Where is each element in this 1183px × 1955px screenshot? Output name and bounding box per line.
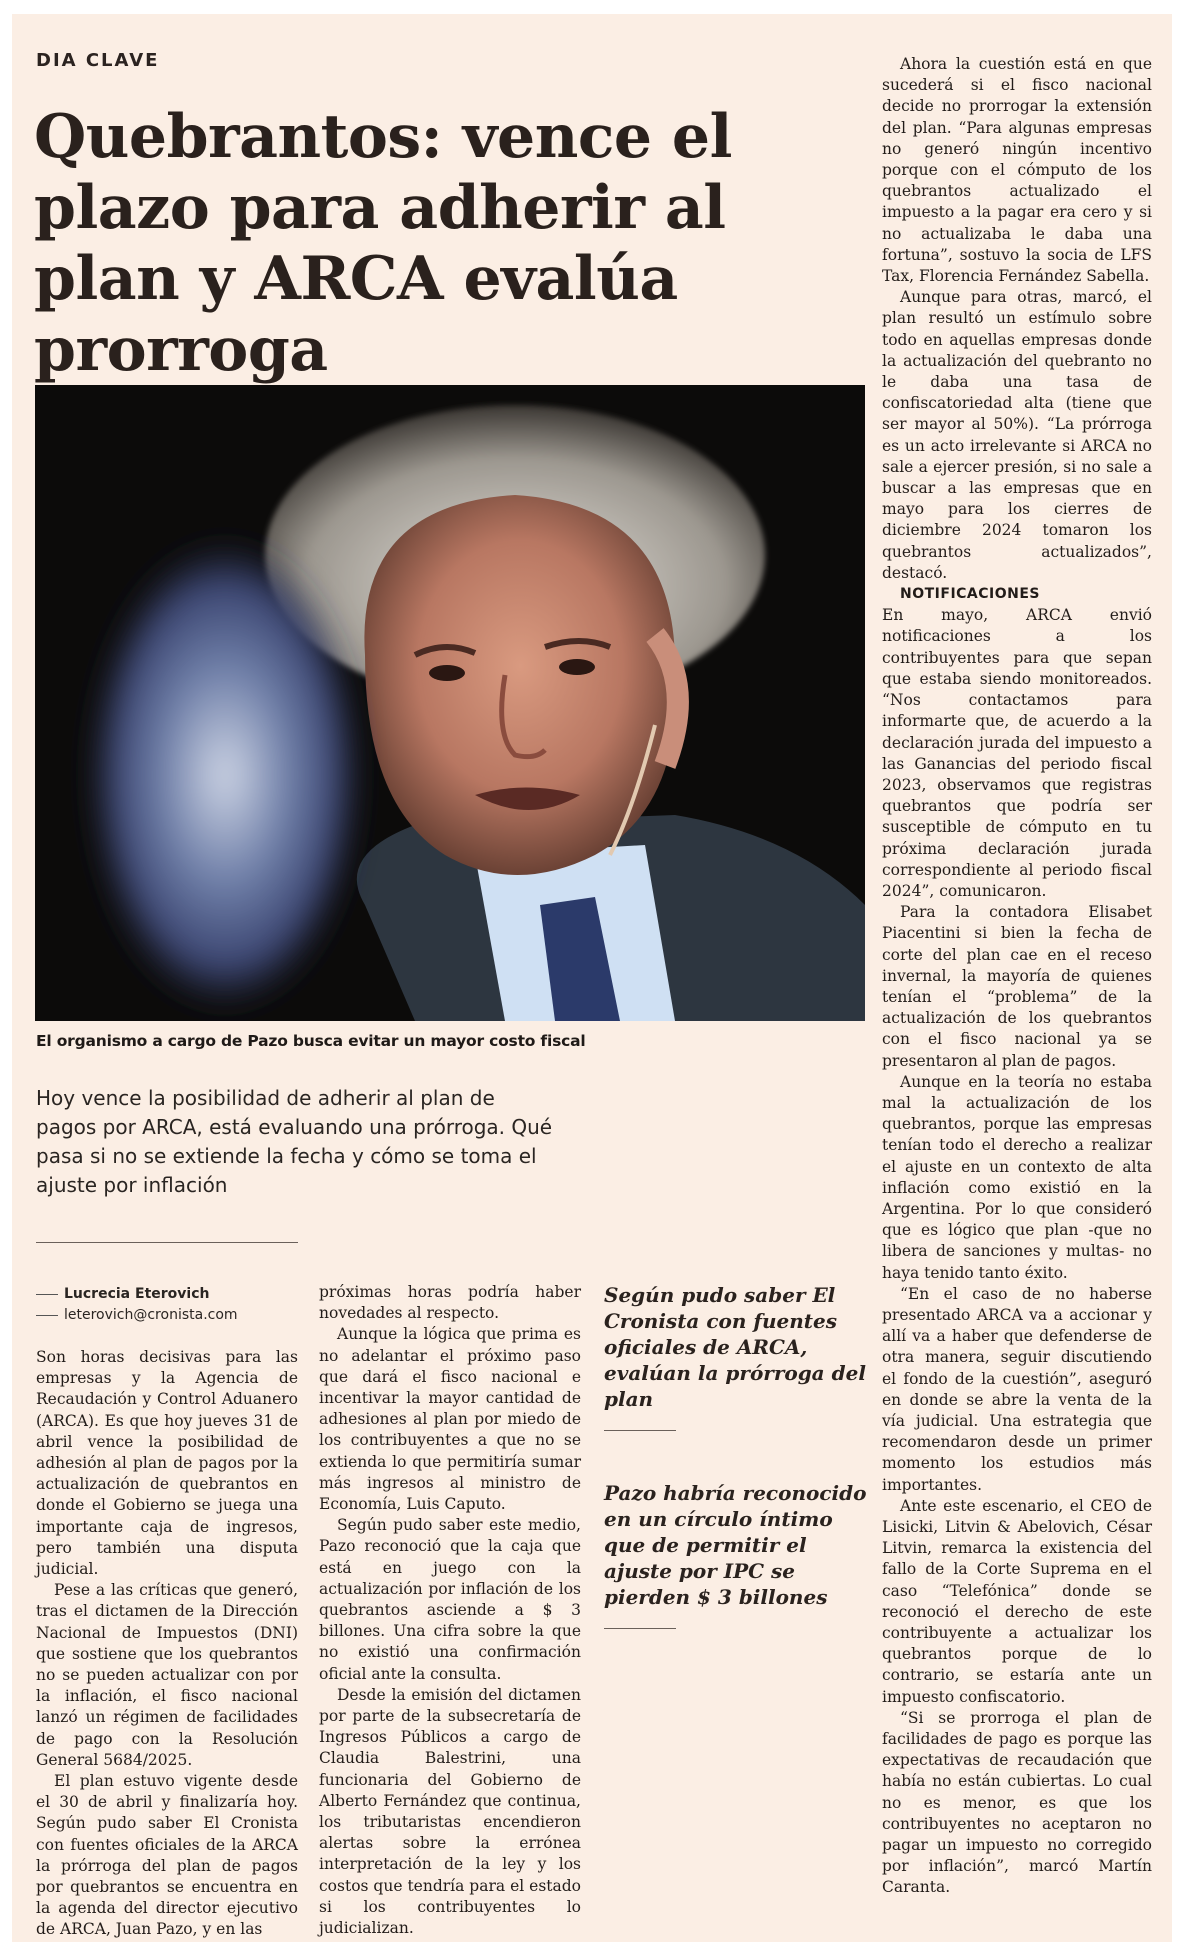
portrait-image — [35, 385, 865, 1021]
pull-quote-divider — [604, 1430, 676, 1431]
author-email[interactable]: leterovich@cronista.com — [64, 1307, 238, 1323]
byline — [36, 1284, 238, 1326]
photo-caption: El organismo a cargo de Pazo busca evitar un mayor costo fiscal — [36, 1032, 586, 1050]
article-column-4 — [882, 54, 1152, 1899]
paragraph: Aunque en la teoría no estaba mal la actualización de los quebrantos, porque las empresas tenían todo el derecho a realizar el ajuste en un contexto de alta inflación como existió en la Argentina. Por lo que consideró que es lógico que plan -que no libera de sanciones y multas- no haya tenido tanto éxito. — [882, 1072, 1152, 1282]
section-subhead: NOTIFICACIONES — [900, 586, 1041, 603]
paragraph: En mayo, ARCA envió notificaciones a los contribuyentes para que sepan que estaba siendo monitoreados. “Nos contactamos para informarte que, de acuerdo a la declaración jurada del impuesto a las Ganancias del periodo fiscal 2023, observamos que registras quebrantos que podría ser susceptible de cómputo en tu próxima declaración jurada correspondiente al periodo fiscal 2024”, comunicaron. — [882, 606, 1152, 900]
paragraph: Son horas decisivas para las empresas y la Agencia de Recaudación y Control Aduanero (ARCA). Es que hoy jueves 31 de abril vence la posibilidad de adhesión al plan de pagos por la actualización de quebrantos en donde el Gobierno se juega una importante caja de ingresos, pero también una disputa judicial. — [36, 1348, 298, 1579]
author-name: Lucrecia Eterovich — [64, 1286, 210, 1302]
paragraph: Ante este escenario, el CEO de Lisicki, Litvin & Abelovich, César Litvin, remarca la existencia del fallo de la Corte Suprema en el caso “Telefónica” donde se reconoció el derecho de este contribuyente a actualizar los quebrantos porque de lo contrario, se estaría ante un impuesto confiscatorio. — [882, 1496, 1152, 1706]
paragraph: Aunque para otras, marcó, el plan resultó un estímulo sobre todo en aquellas empresas donde la actualización del quebranto no le daba una tasa de confiscatoriedad alta (tiene que ser mayor al 50%). “La prórroga es un acto irrelevante si ARCA no sale a ejercer presión, si no sale a buscar a las empresas que en mayo para los cierres de diciembre 2024 tomaron los quebrantos actualizados”, destacó. — [882, 288, 1152, 582]
paragraph: “En el caso de no haberse presentado ARCA va a accionar y allí va a haber que defenderse de otra manera, seguir discutiendo el fondo de la cuestión”, aseguró en donde se abre la venta de la vía judicial. Una estrategia que recomendaron desde un primer momento los estudios más importantes. — [882, 1284, 1152, 1494]
article-column-1 — [36, 1347, 298, 1941]
article-photo — [35, 385, 865, 1021]
pull-quote-1: Según pudo saber El Cronista con fuentes oficiales de ARCA, evalúan la prórroga del plan — [604, 1283, 866, 1411]
paragraph: Para la contadora Elisabet Piacentini si bien la fecha de corte del plan cae en el receso invernal, la mayoría de quienes tenían el “problema” de la actualización de los quebrantos con el fisco nacional ya se presentaron al plan de pagos. — [882, 903, 1152, 1070]
paragraph: El plan estuvo vigente desde el 30 de abril y finalizaría hoy. Según pudo saber El Cronista con fuentes oficiales de la ARCA la prórroga del plan de pagos por quebrantos se encuentra en la agenda del director ejecutivo de ARCA, Juan Pazo, y en las — [36, 1772, 298, 1939]
lead-paragraph: Hoy vence la posibilidad de adherir al plan de pagos por ARCA, está evaluando una prórroga. Qué pasa si no se extiende la fecha y cómo se toma el ajuste por inflación — [36, 1086, 553, 1197]
paragraph: próximas horas podría haber novedades al respecto. — [319, 1283, 581, 1323]
newspaper-page — [12, 14, 1172, 1942]
pull-quote-2: Pazo habría reconocido en un círculo íntimo que de permitir el ajuste por IPC se pierden $ 3 billones — [604, 1481, 867, 1609]
paragraph: Pese a las críticas que generó, tras el dictamen de la Dirección Nacional de Impuestos (DNI) que sostiene que los quebrantos no se pueden actualizar con por la inflación, el fisco nacional lanzó un régimen de facilidades de pago con la Resolución General 5684/2025. — [36, 1581, 298, 1769]
paragraph: Ahora la cuestión está en que sucederá si el fisco nacional decide no prorrogar la extensión del plan. “Para algunas empresas no generó ningún incentivo porque con el cómputo de los quebrantos actualizado el impuesto a la pagar era cero y si no actualizaba le daba una fortuna”, sostuvo la socia de LFS Tax, Florencia Fernández Sabella. — [882, 55, 1152, 286]
paragraph: “Si se prorroga el plan de facilidades de pago es porque las expectativas de recaudación que había no están cubiertas. Lo cual no es menor, es que los contribuyentes no aceptaron no pagar un impuesto no corregido por inflación”, marcó Martín Caranta. — [882, 1708, 1152, 1897]
paragraph: Desde la emisión del dictamen por parte de la subsecretaría de Ingresos Públicos a cargo de Claudia Balestrini, una funcionaria del Gobierno de Alberto Fernández que continua, los tributaristas encendieron alertas sobre la errónea interpretación de la ley y los costos que tendría para el estado si los contribuyentes lo judicializan. — [319, 1685, 581, 1938]
lead-divider — [36, 1242, 298, 1243]
article-column-2 — [319, 1282, 581, 1939]
paragraph: Aunque la lógica que prima es no adelantar el próximo paso que dará el fisco nacional e incentivar la mayor cantidad de adhesiones al plan por miedo de los contribuyentes a que no se extienda lo que permitiría sumar más ingresos al ministro de Economía, Luis Caputo. — [319, 1325, 581, 1514]
headline: Quebrantos: vence el plazo para adherir al plan y ARCA evalúa prorroga — [34, 102, 732, 385]
pull-quote-divider — [604, 1628, 676, 1629]
section-label: DIA CLAVE — [36, 50, 160, 71]
paragraph: Según pudo saber este medio, Pazo reconoció que la caja que está en juego con la actualización por inflación de los quebrantos asciende a $ 3 billones. Una cifra sobre la que no existió una confirmación oficial ante la consulta. — [319, 1516, 581, 1683]
